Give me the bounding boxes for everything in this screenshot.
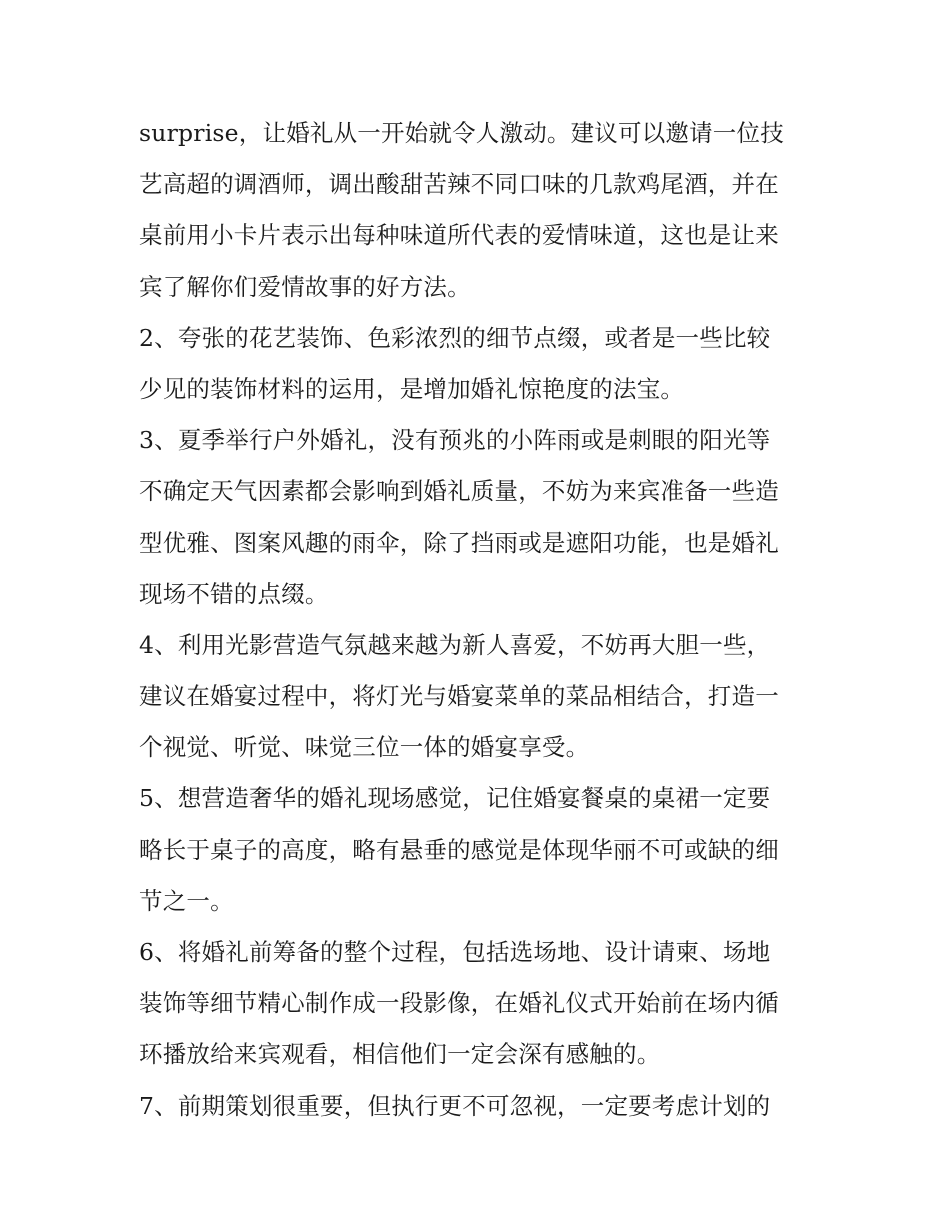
text-line: 装饰等细节精心制作成一段影像，在婚礼仪式开始前在场内循	[139, 989, 779, 1018]
text-line: 6、将婚礼前筹备的整个过程，包括选场地、设计请柬、场地	[139, 938, 771, 966]
text-line: 宾了解你们爱情故事的好方法。	[139, 272, 471, 301]
text-line: surprise，让婚礼从一开始就令人激动。建议可以邀请一位技	[139, 119, 784, 147]
document-body	[139, 108, 839, 1132]
text-line: 个视觉、听觉、味觉三位一体的婚宴享受。	[139, 733, 590, 762]
text-line: 艺高超的调酒师，调出酸甜苦辣不同口味的几款鸡尾酒，并在	[139, 170, 779, 199]
text-line: 不确定天气因素都会影响到婚礼质量，不妨为来宾准备一些造	[139, 477, 779, 506]
text-line: 2、夸张的花艺装饰、色彩浓烈的细节点缀，或者是一些比较	[139, 323, 771, 352]
text-line: 现场不错的点缀。	[139, 579, 329, 608]
text-line: 节之一。	[139, 886, 234, 915]
text-line: 略长于桌子的高度，略有悬垂的感觉是体现华丽不可或缺的细	[139, 835, 779, 864]
text-line: 桌前用小卡片表示出每种味道所代表的爱情味道，这也是让来	[139, 221, 779, 250]
text-line: 少见的装饰材料的运用，是增加婚礼惊艳度的法宝。	[139, 374, 685, 403]
text-line: 型优雅、图案风趣的雨伞，除了挡雨或是遮阳功能，也是婚礼	[139, 528, 779, 557]
text-line: 建议在婚宴过程中，将灯光与婚宴菜单的菜品相结合，打造一	[139, 682, 779, 711]
text-line: 环播放给来宾观看，相信他们一定会深有感触的。	[139, 1040, 661, 1069]
text-line: 7、前期策划很重要，但执行更不可忽视，一定要考虑计划的	[139, 1091, 771, 1120]
text-line: 4、利用光影营造气氛越来越为新人喜爱，不妨再大胆一些，	[139, 630, 771, 659]
text-line: 5、想营造奢华的婚礼现场感觉，记住婚宴餐桌的桌裙一定要	[139, 784, 771, 813]
text-line: 3、夏季举行户外婚礼，没有预兆的小阵雨或是刺眼的阳光等	[139, 426, 771, 455]
